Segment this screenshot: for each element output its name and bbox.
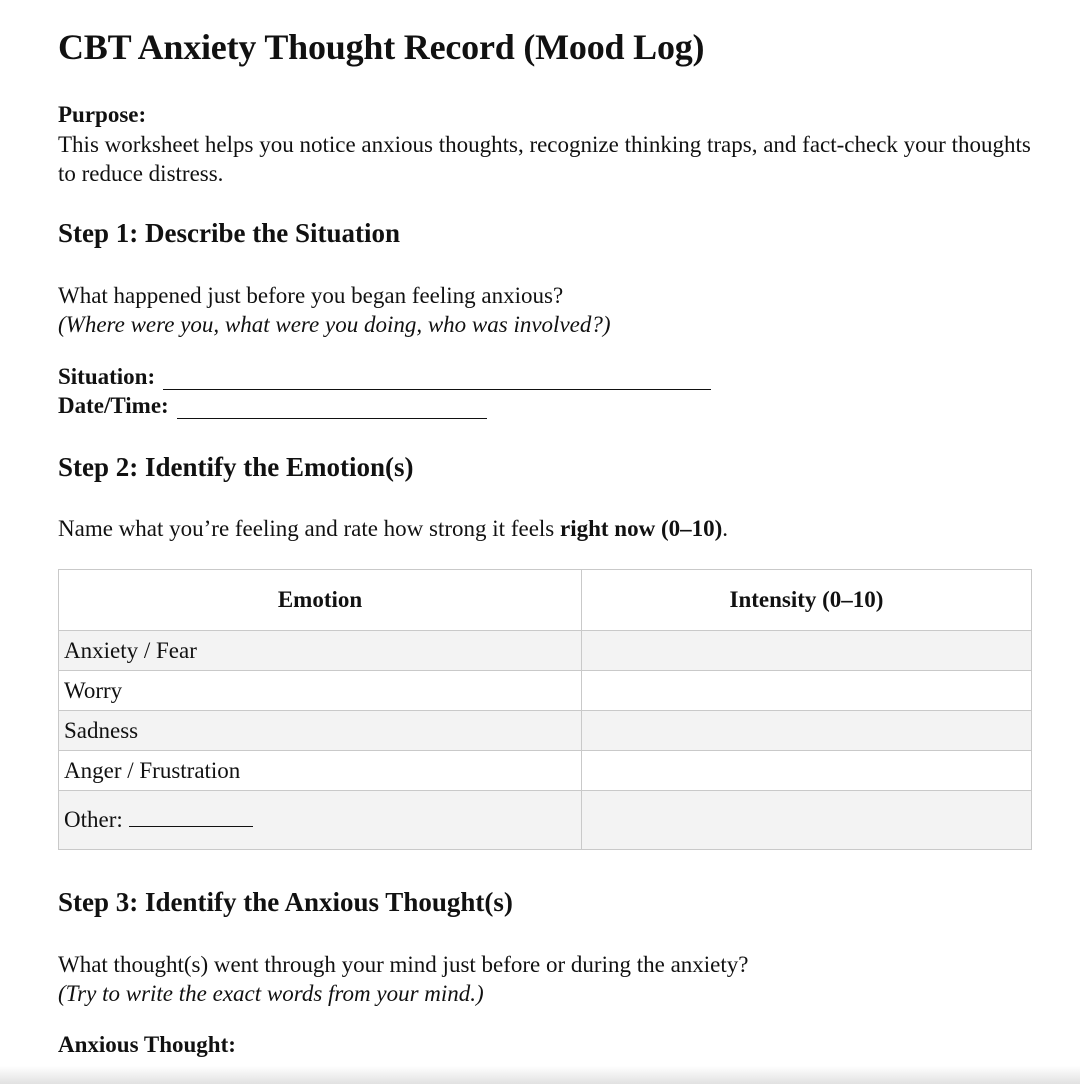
table-row [59,791,1032,850]
step1-question: What happened just before you began feeling anxious? [58,283,564,308]
step2-instruction-bold: right now (0–10) [560,516,723,541]
situation-label: Situation: [58,364,156,389]
purpose-text: This worksheet helps you notice anxious thoughts, recognize thinking traps, and fact-check your thoughts to reduce distress. [58,132,1031,186]
table-row [59,711,1032,751]
emotion-cell: Anxiety / Fear [59,631,582,671]
step1-hint: (Where were you, what were you doing, who was involved?) [58,312,611,337]
step1-question-block [58,281,611,339]
step2-instruction-post: . [722,516,729,541]
table-row [59,631,1032,671]
step2-heading: Step 2: Identify the Emotion(s) [58,452,414,482]
anxious-thought-label: Anxious Thought: [58,1032,236,1057]
intensity-cell[interactable] [582,791,1032,850]
situation-field [58,364,711,390]
intensity-cell[interactable] [582,711,1032,751]
step2-instruction-pre: Name what you’re feeling and rate how strong it feels [58,516,560,541]
intensity-cell[interactable] [582,671,1032,711]
step3-question: What thought(s) went through your mind just before or during the anxiety? [58,952,749,977]
emotion-table-header-row [59,570,1032,631]
other-blank-line[interactable] [129,808,253,827]
intensity-cell[interactable] [582,751,1032,791]
step3-heading: Step 3: Identify the Anxious Thought(s) [58,887,513,917]
situation-blank-line[interactable] [163,369,711,390]
intensity-column-header: Intensity (0–10) [582,570,1032,631]
emotion-cell: Anger / Frustration [59,751,582,791]
step1-heading: Step 1: Describe the Situation [58,218,400,248]
page-bottom-shadow [0,1066,1080,1084]
datetime-blank-line[interactable] [177,398,487,419]
emotion-cell: Worry [59,671,582,711]
table-row [59,671,1032,711]
step3-hint: (Try to write the exact words from your mind.) [58,981,484,1006]
emotion-cell-other [59,791,582,850]
step2-instruction [58,514,728,543]
page-title: CBT Anxiety Thought Record (Mood Log) [58,27,705,67]
purpose-label: Purpose: [58,102,147,127]
datetime-field [58,393,487,419]
emotion-cell: Sadness [59,711,582,751]
table-row [59,751,1032,791]
emotion-column-header: Emotion [59,570,582,631]
step3-question-block [58,950,748,1008]
other-label: Other: [64,807,123,832]
emotion-table [58,569,1032,850]
datetime-label: Date/Time: [58,393,169,418]
intensity-cell[interactable] [582,631,1032,671]
